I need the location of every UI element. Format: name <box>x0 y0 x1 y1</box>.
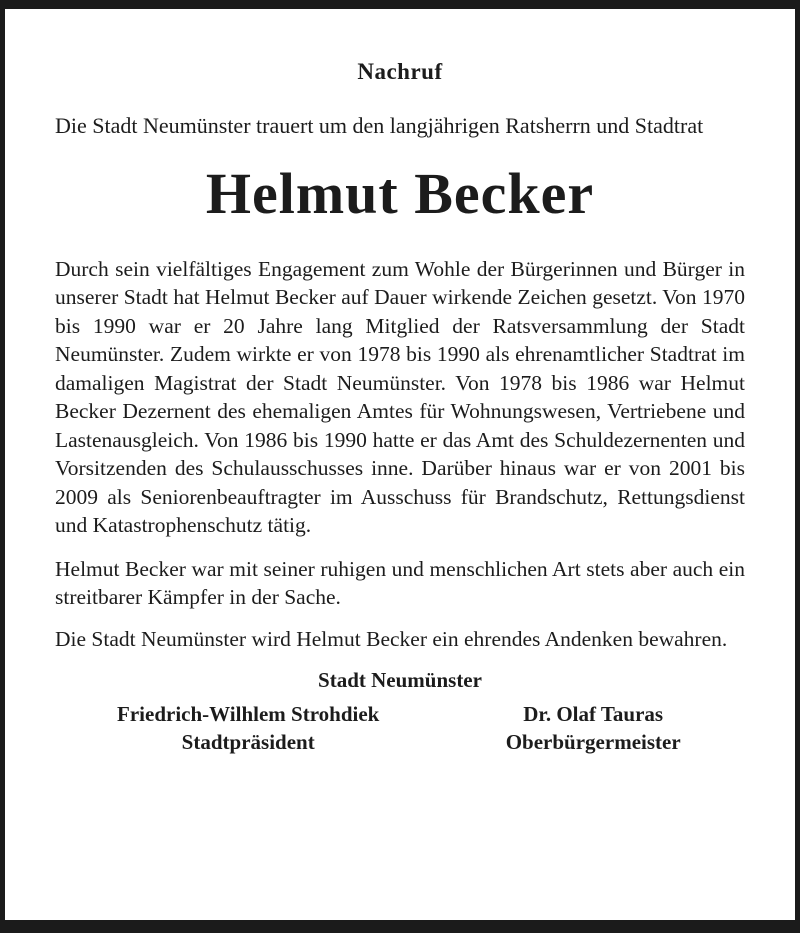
signature-left-name: Friedrich-Wilhlem Strohdiek <box>117 702 380 727</box>
obituary-intro: Die Stadt Neumünster trauert um den langjährigen Ratsherrn und Stadtrat <box>55 113 704 138</box>
signature-right <box>441 700 745 756</box>
signature-left <box>55 700 441 756</box>
signature-left-title: Stadtpräsident <box>181 730 315 755</box>
obituary-paragraph-remembrance: Die Stadt Neumünster wird Helmut Becker ein ehrendes Andenken bewahren. <box>55 626 728 651</box>
deceased-name: Helmut Becker <box>205 161 595 226</box>
obituary-paragraph-biography: Durch sein vielfältiges Engagement zum Wohle der Bürgerinnen und Bürger in unserer Stadt hat Helmut Becker auf Dauer wirkende Zeichen gesetzt. Von 1970 bis 1990 war er 20 Jahre lang Mitglied der Ratsversammlung der Stadt Neumünster. Zudem wirkte er von 1978 bis 1990 als ehrenamtlicher Stadtrat im damaligen Magistrat der Stadt Neumünster. Von 1978 bis 1986 war Helmut Becker Dezernent des ehemaligen Amtes für Wohnungswesen, Vertriebene und Lastenausgleich. Von 1986 bis 1990 hatte er das Amt des Schuldezernenten und Vorsitzenden des Schulausschusses inne. Darüber hinaus war er von 2001 bis 2009 als Seniorenbeauftragter im Ausschuss für Brandschutz, Rettungsdienst und Katastrophenschutz tätig. <box>55 256 745 538</box>
signature-right-name: Dr. Olaf Tauras <box>523 702 664 727</box>
signature-right-title: Oberbürgermeister <box>505 730 681 755</box>
obituary-kind-label: Nachruf <box>357 59 443 84</box>
obituary-content <box>5 9 795 756</box>
signature-row <box>55 700 745 756</box>
closing-organization: Stadt Neumünster <box>318 668 482 693</box>
obituary-paragraph-character: Helmut Becker war mit seiner ruhigen und menschlichen Art stets aber auch ein streitbarer Kämpfer in der Sache. <box>55 556 745 610</box>
